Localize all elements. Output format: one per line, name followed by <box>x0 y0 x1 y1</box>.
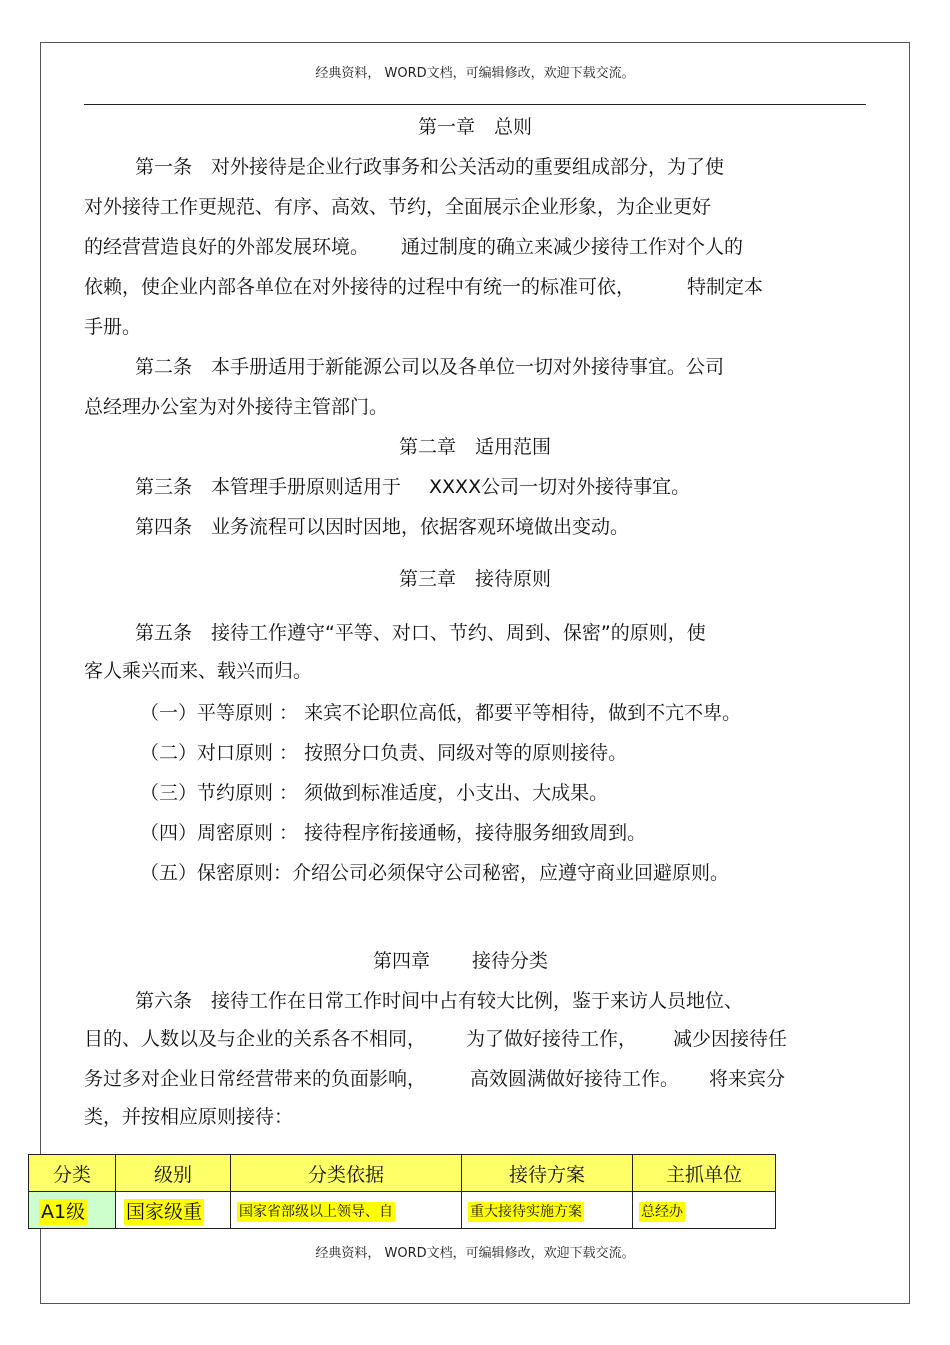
article-6-line-3b: 高效圆满做好接待工作。 <box>470 1068 680 1090</box>
cell-basis-text: 国家省部级以上领导、自 <box>239 1204 393 1220</box>
article-6-line-2 <box>84 1028 787 1050</box>
table-header-row <box>29 1155 776 1192</box>
article-1-line-2: 对外接待工作更规范、有序、高效、节约，全面展示企业形象，为企业更好 <box>84 196 712 218</box>
article-1-line-3b: 通过制度的确立来减少接待工作对个人的 <box>401 236 744 258</box>
cell-plan-text: 重大接待实施方案 <box>470 1204 582 1220</box>
cell-category <box>29 1192 116 1229</box>
article-1-line-1: 第一条 对外接待是企业行政事务和公关活动的重要组成部分，为了使 <box>135 156 725 178</box>
article-3b: XXXX公司一切对外接待事宜。 <box>429 476 691 498</box>
principle-1: （一）平等原则 ： 来宾不论职位高低，都要平等相待，做到不亢不卑。 <box>140 702 742 724</box>
cell-unit-text: 总经办 <box>641 1204 683 1220</box>
cell-basis <box>231 1192 462 1229</box>
article-5-line-2: 客人乘兴而来、载兴而归。 <box>84 660 313 682</box>
header-rule <box>84 104 866 105</box>
cell-level-text: 国家级重 <box>126 1200 203 1223</box>
chapter-4-title <box>373 950 548 972</box>
header-level: 级别 <box>116 1155 231 1192</box>
cell-level <box>116 1192 231 1229</box>
footer-note: 经典资料， WORD文档，可编辑修改，欢迎下载交流。 <box>315 1246 635 1261</box>
article-2-line-1: 第二条 本手册适用于新能源公司以及各单位一切对外接待事宜。公司 <box>135 356 725 378</box>
article-5-line-1: 第五条 接待工作遵守“平等、对口、节约、周到、保密”的原则，使 <box>135 622 706 644</box>
principle-2: （二）对口原则 ： 按照分口负责、同级对等的原则接待。 <box>140 742 628 764</box>
chapter-3-title: 第三章 接待原则 <box>398 568 551 590</box>
article-6-line-2c: 减少因接待任 <box>673 1028 788 1050</box>
article-1-line-3a: 的经营营造良好的外部发展环境。 <box>84 236 370 258</box>
chapter-1-title: 第一章 总则 <box>417 116 532 138</box>
chapter-4-title-b: 接待分类 <box>472 950 549 972</box>
header-note: 经典资料， WORD文档，可编辑修改，欢迎下载交流。 <box>315 66 635 81</box>
chapter-4-title-a: 第四章 <box>373 950 431 972</box>
principle-4: （四）周密原则 ： 接待程序衔接通畅，接待服务细致周到。 <box>140 822 647 844</box>
cell-category-text: A1级 <box>41 1200 86 1223</box>
article-3 <box>135 476 690 498</box>
article-1-line-4b: 特制定本 <box>687 276 764 298</box>
principle-5: （五）保密原则：介绍公司必须保守公司秘密，应遵守商业回避原则。 <box>140 862 730 884</box>
article-6-line-4: 类，并按相应原则接待： <box>84 1106 294 1128</box>
header-unit: 主抓单位 <box>633 1155 776 1192</box>
article-2-line-2: 总经理办公室为对外接待主管部门。 <box>84 396 389 418</box>
classification-table <box>28 1154 776 1229</box>
article-1-line-5: 手册。 <box>84 316 142 338</box>
article-1-line-4a: 依赖，使企业内部各单位在对外接待的过程中有统一的标准可依， <box>84 276 636 298</box>
article-4: 第四条 业务流程可以因时因地，依据客观环境做出变动。 <box>135 516 630 538</box>
chapter-2-title: 第二章 适用范围 <box>398 436 551 458</box>
cell-plan <box>462 1192 633 1229</box>
principle-3: （三）节约原则 ： 须做到标准适度，小支出、大成果。 <box>140 782 609 804</box>
table-row <box>29 1192 776 1229</box>
cell-unit <box>633 1192 776 1229</box>
article-6-line-3c: 将来宾分 <box>709 1068 786 1090</box>
header-plan: 接待方案 <box>462 1155 633 1192</box>
article-6-line-2b: 为了做好接待工作， <box>466 1028 638 1050</box>
article-1-line-3 <box>84 236 743 258</box>
article-3a: 第三条 本管理手册原则适用于 <box>135 476 402 498</box>
article-1-line-4 <box>84 276 763 298</box>
article-6-line-3a: 务过多对企业日常经营带来的负面影响， <box>84 1068 427 1090</box>
article-6-line-3 <box>84 1068 785 1090</box>
header-basis: 分类依据 <box>231 1155 462 1192</box>
article-6-line-2a: 目的、人数以及与企业的关系各不相同， <box>84 1028 427 1050</box>
article-6-line-1: 第六条 接待工作在日常工作时间中占有较大比例，鉴于来访人员地位、 <box>135 990 744 1012</box>
header-category: 分类 <box>29 1155 116 1192</box>
